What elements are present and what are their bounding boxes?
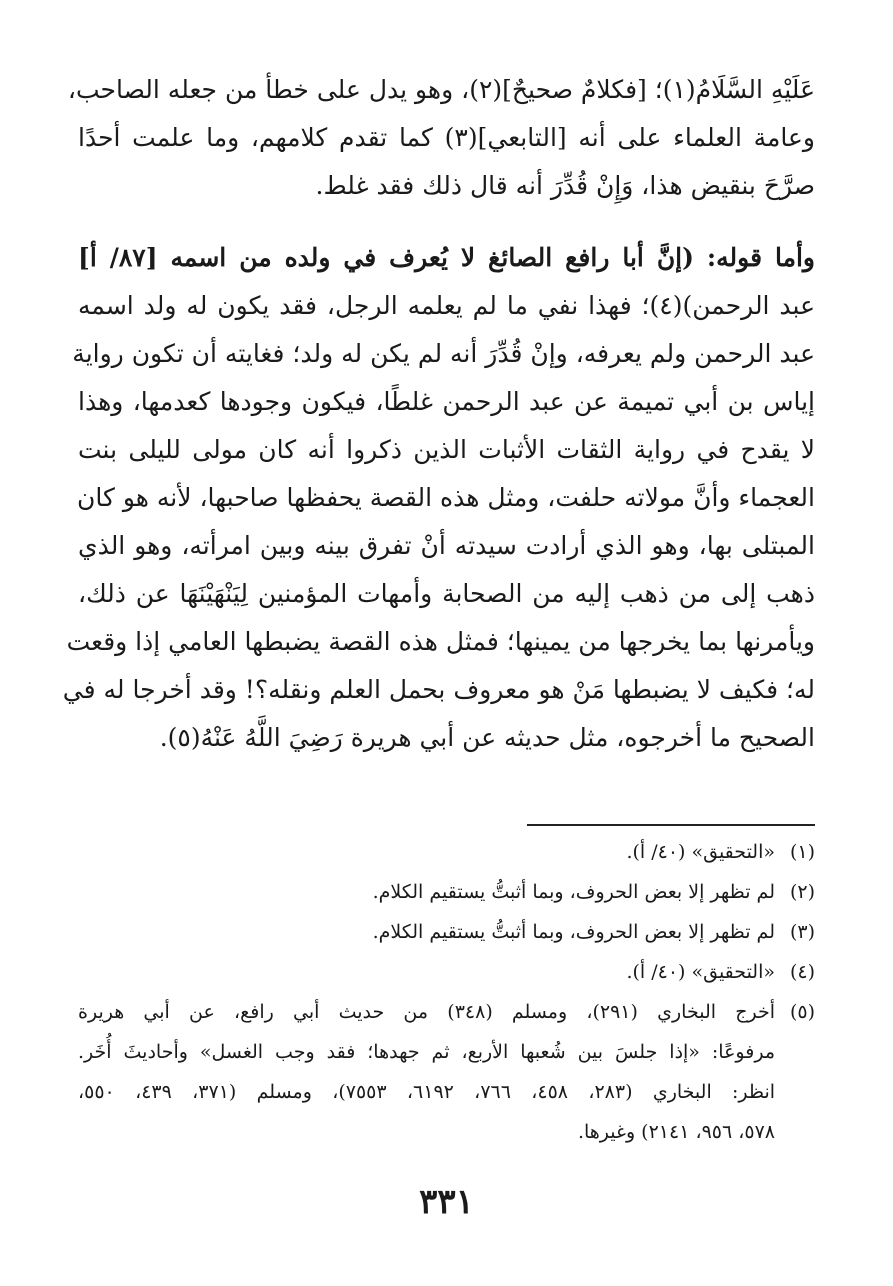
footnote-number: (٤) [789, 961, 815, 983]
footnote-separator [527, 824, 815, 826]
text-line: لا يقدح في رواية الثقات الأثبات الذين ذكروا أنه كان مولى لليلى بنت [78, 435, 815, 464]
footnote-2 [78, 872, 815, 912]
footnote-text: «التحقيق» (٤٠/ أ). [626, 961, 775, 983]
footnote-text: ٥٧٨، ٩٥٦، ٢١٤١) وغيرها. [577, 1121, 775, 1143]
page-number: ٣٣١ [419, 1182, 474, 1222]
text-line: ذهب إلى من ذهب إليه من الصحابة وأمهات المؤمنين لِيَنْهَيْنَهَا عن ذلك، [78, 579, 815, 608]
text-line: عبد الرحمن)(٤)؛ فهذا نفي ما لم يعلمه الرجل، فقد يكون له ولد اسمه [78, 291, 815, 320]
footnote-number: (١) [789, 841, 815, 863]
text-line: المبتلى بها، وهو الذي أرادت سيدته أنْ تفرق بينه وبين امرأته، وهو الذي [78, 531, 815, 560]
text-line: وأما قوله: (إنَّ أبا رافع الصائغ لا يُعرف في ولده من اسمه [٨٧/ أ] [78, 243, 815, 272]
footnote-1 [78, 832, 815, 872]
footnote-text: انظر: البخاري (٢٨٣، ٤٥٨، ٧٦٦، ٦١٩٢، ٧٥٥٣)، ومسلم (٣٧١، ٤٣٩، ٥٥٠، [78, 1081, 776, 1103]
footnotes [78, 832, 815, 1152]
footnote-4 [78, 952, 815, 992]
text-line: عبد الرحمن ولم يعرفه، وإنْ قُدِّرَ أنه لم يكن له ولد؛ فغايته أن تكون رواية [72, 339, 815, 368]
paragraph-1 [67, 66, 816, 210]
footnote-3 [78, 912, 815, 952]
footnote-number: (٣) [789, 921, 815, 943]
footnote-text: مرفوعًا: «إذا جلسَ بين شُعبها الأربع، ثم جهدها؛ فقد وجب الغسل» وأحاديثَ أُخَر. [78, 1041, 775, 1063]
text-line: عَلَيْهِ السَّلَامُ(١)؛ [فكلامٌ صحيحٌ](٢)، وهو يدل على خطأ من جعله الصاحب، [67, 75, 815, 104]
footnote-text: «التحقيق» (٤٠/ أ). [626, 841, 775, 863]
paragraph-2 [62, 234, 815, 762]
footnote-text: لم تظهر إلا بعض الحروف، وبما أثبتُّ يستقيم الكلام. [372, 921, 775, 943]
text-line: ويأمرنها بما يخرجها من يمينها؛ فمثل هذه القصة يضبطها العامي إذا وقعت [66, 627, 815, 656]
text-line: وعامة العلماء على أنه [التابعي](٣) كما تقدم كلامهم، وما علمت أحدًا [78, 123, 816, 152]
text-line: إياس بن أبي تميمة عن عبد الرحمن غلطًا، فيكون وجودها كعدمها، وهذا [78, 387, 815, 416]
footnote-5 [78, 992, 815, 1152]
text-line: صرَّحَ بنقيض هذا، وَإِنْ قُدِّرَ أنه قال ذلك فقد غلط. [315, 171, 815, 200]
text-line: له؛ فكيف لا يضبطها مَنْ هو معروف بحمل العلم ونقله؟! وقد أخرجا له في [62, 675, 815, 704]
main-text [62, 66, 816, 762]
text-line: الصحيح ما أخرجوه، مثل حديثه عن أبي هريرة رَضِيَ اللَّهُ عَنْهُ(٥). [159, 723, 815, 752]
footnote-number: (٥) [789, 1001, 815, 1023]
footnote-text: لم تظهر إلا بعض الحروف، وبما أثبتُّ يستقيم الكلام. [372, 881, 775, 903]
footnote-number: (٢) [789, 881, 815, 903]
footnote-text: أخرج البخاري (٢٩١)، ومسلم (٣٤٨) من حديث أبي رافع، عن أبي هريرة [78, 1001, 775, 1023]
text-line: العجماء وأنَّ مولاته حلفت، ومثل هذه القصة يحفظها صاحبها، لأنه هو كان [77, 483, 815, 512]
